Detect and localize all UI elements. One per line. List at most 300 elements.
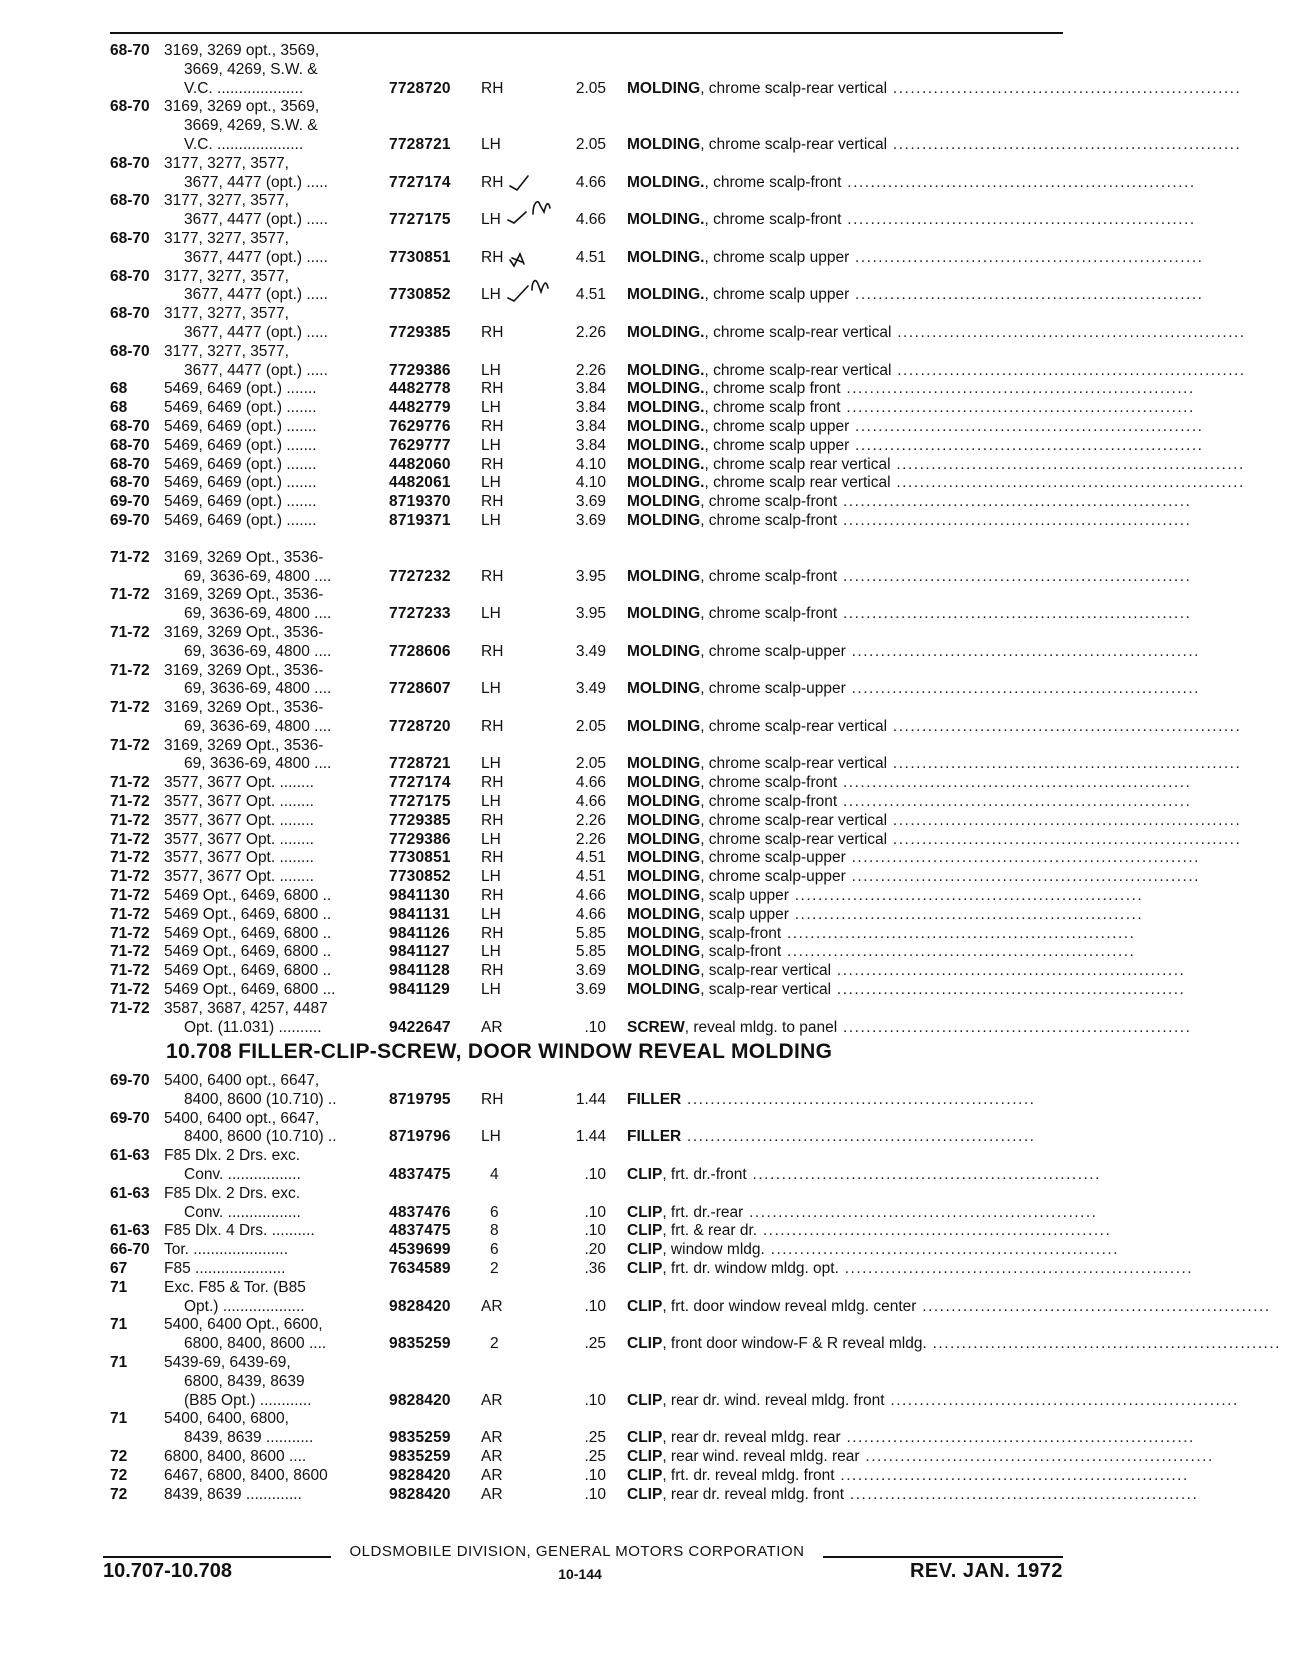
footer-section-range: 10.707-10.708 bbox=[103, 1560, 233, 1582]
part-detail: , frt. door window reveal mldg. center bbox=[662, 1297, 917, 1315]
model-numbers: 5469 Opt., 6469, 6800 .. bbox=[164, 905, 332, 923]
dot-leader: ............................................................ bbox=[840, 399, 1195, 417]
table-row bbox=[0, 1128, 1291, 1147]
table-row bbox=[0, 324, 1291, 343]
model-years: 66-70 bbox=[110, 1241, 150, 1259]
part-detail: , chrome scalp-upper bbox=[700, 680, 846, 698]
table-row bbox=[0, 211, 1291, 230]
dot-leader: ............................................................ bbox=[788, 905, 1144, 923]
quantity: 8 bbox=[490, 1222, 499, 1240]
model-numbers: 5469 Opt., 6469, 6800 .. bbox=[164, 962, 332, 980]
table-row bbox=[0, 1279, 1291, 1298]
quantity: LH bbox=[481, 1128, 501, 1146]
part-number: 8719371 bbox=[389, 511, 451, 529]
price: .25 bbox=[584, 1335, 606, 1353]
price: .36 bbox=[584, 1259, 606, 1277]
part-description bbox=[627, 962, 1186, 981]
dot-leader: ............................................................ bbox=[788, 887, 1144, 905]
footer-page-number: 10-144 bbox=[558, 1566, 602, 1582]
quantity: LH bbox=[481, 286, 501, 304]
table-row bbox=[0, 868, 1291, 887]
model-numbers: 3577, 3677 Opt. ........ bbox=[164, 811, 314, 829]
dot-leader: ............................................................ bbox=[845, 642, 1200, 660]
part-name: MOLDING bbox=[627, 774, 701, 792]
price: 2.26 bbox=[575, 361, 606, 379]
table-row bbox=[0, 174, 1291, 193]
part-description bbox=[627, 755, 1242, 774]
table-row bbox=[0, 1166, 1291, 1185]
part-number: 9828420 bbox=[389, 1297, 451, 1315]
part-description bbox=[627, 1241, 1120, 1260]
dot-leader: ............................................................ bbox=[845, 868, 1200, 886]
part-description bbox=[627, 286, 1204, 305]
model-years: 68-70 bbox=[110, 417, 150, 435]
part-description bbox=[627, 248, 1204, 268]
part-detail: , chrome scalp-front bbox=[700, 567, 838, 585]
dot-leader: ............................................................ bbox=[838, 1259, 1194, 1277]
table-row bbox=[0, 512, 1291, 531]
table-row bbox=[0, 136, 1291, 155]
part-number: 7727174 bbox=[389, 173, 451, 191]
part-description bbox=[627, 887, 1144, 906]
part-detail: , chrome scalp rear vertical bbox=[704, 474, 891, 492]
quantity: LH bbox=[481, 680, 501, 698]
part-number: 9422647 bbox=[389, 1018, 451, 1036]
price: 2.05 bbox=[575, 755, 606, 773]
part-detail: , chrome scalp-rear vertical bbox=[700, 830, 888, 848]
part-name: MOLDING bbox=[627, 642, 701, 660]
model-years: 61-63 bbox=[110, 1147, 150, 1165]
dot-leader: ............................................................ bbox=[890, 474, 1245, 492]
dot-leader: ............................................................ bbox=[926, 1335, 1281, 1353]
model-numbers: 6800, 8400, 8600 .... bbox=[164, 1447, 307, 1465]
dot-leader: ............................................................ bbox=[834, 1466, 1189, 1484]
model-years: 72 bbox=[110, 1485, 128, 1503]
quantity: RH bbox=[481, 924, 504, 942]
dot-leader: ............................................................ bbox=[681, 1090, 1036, 1108]
footer-revision: REV. JAN. 1972 bbox=[909, 1560, 1063, 1582]
table-row bbox=[0, 456, 1291, 475]
part-name: MOLDING bbox=[627, 755, 701, 773]
quantity: LH bbox=[481, 474, 501, 492]
table-row bbox=[0, 624, 1291, 643]
dot-leader: ............................................................ bbox=[890, 455, 1245, 473]
part-description bbox=[627, 849, 1200, 868]
model-years: 71-72 bbox=[110, 981, 150, 999]
part-description bbox=[627, 399, 1195, 418]
part-description bbox=[627, 173, 1196, 193]
table-row bbox=[0, 586, 1291, 605]
part-name: MOLDING. bbox=[627, 286, 705, 304]
part-detail: , chrome scalp-rear vertical bbox=[704, 323, 892, 341]
model-years: 71-72 bbox=[110, 811, 150, 829]
model-numbers: 69, 3636-69, 4800 .... bbox=[184, 717, 332, 735]
price: 5.85 bbox=[575, 943, 606, 961]
model-years: 68-70 bbox=[110, 98, 150, 116]
table-row bbox=[0, 1185, 1291, 1204]
table-row bbox=[0, 1091, 1291, 1110]
part-name: MOLDING bbox=[627, 511, 701, 529]
table-row bbox=[0, 1392, 1291, 1411]
quantity: AR bbox=[481, 1466, 503, 1484]
quantity: RH bbox=[481, 849, 504, 867]
table-row bbox=[0, 474, 1291, 493]
dot-leader: ............................................................ bbox=[837, 511, 1192, 529]
dot-leader: ............................................................ bbox=[841, 211, 1196, 229]
dot-leader: ............................................................ bbox=[840, 1429, 1195, 1447]
part-name: CLIP bbox=[627, 1429, 663, 1447]
part-name: MOLDING bbox=[627, 830, 701, 848]
price: 4.51 bbox=[575, 248, 606, 266]
model-years: 71 bbox=[110, 1410, 128, 1428]
model-years: 71 bbox=[110, 1316, 128, 1334]
part-description bbox=[627, 905, 1144, 925]
part-name: MOLDING. bbox=[627, 380, 705, 398]
table-row bbox=[0, 80, 1291, 99]
part-description bbox=[627, 1429, 1195, 1448]
dot-leader: ............................................................ bbox=[887, 135, 1242, 153]
quantity: LH bbox=[481, 868, 501, 886]
table-row bbox=[0, 286, 1291, 305]
price: 3.69 bbox=[575, 962, 606, 980]
model-years: 71-72 bbox=[110, 548, 150, 566]
dot-leader: ............................................................ bbox=[916, 1297, 1271, 1315]
part-name: MOLDING bbox=[627, 924, 701, 942]
price: 4.10 bbox=[575, 455, 606, 473]
part-description bbox=[627, 511, 1192, 531]
part-description bbox=[627, 1128, 1064, 1147]
dot-leader: ............................................................ bbox=[849, 417, 1204, 435]
part-detail: , chrome scalp-rear vertical bbox=[700, 135, 888, 153]
part-number: 4482779 bbox=[389, 399, 451, 417]
quantity: LH bbox=[481, 981, 501, 999]
quantity: RH bbox=[481, 380, 504, 398]
part-name: CLIP bbox=[627, 1259, 663, 1277]
part-name: MOLDING. bbox=[627, 455, 705, 473]
table-row bbox=[0, 737, 1291, 756]
table-row bbox=[0, 906, 1291, 925]
table-row bbox=[0, 699, 1291, 718]
table-row bbox=[0, 1072, 1291, 1091]
part-number: 9835259 bbox=[389, 1447, 451, 1465]
model-years: 68-70 bbox=[110, 455, 150, 473]
quantity: LH bbox=[481, 399, 501, 417]
dot-leader: ............................................................ bbox=[743, 1203, 1098, 1221]
part-detail: , chrome scalp upper bbox=[704, 286, 850, 304]
quantity: LH bbox=[481, 830, 501, 848]
table-row bbox=[0, 1298, 1291, 1317]
quantity: AR bbox=[481, 1391, 503, 1409]
quantity: LH bbox=[481, 135, 501, 153]
part-name: MOLDING bbox=[627, 680, 701, 698]
model-numbers: 5469 Opt., 6469, 6800 .. bbox=[164, 887, 332, 905]
quantity: AR bbox=[481, 1485, 503, 1503]
part-number: 7727174 bbox=[389, 774, 451, 792]
part-number: 4482060 bbox=[389, 455, 451, 473]
part-number: 7728720 bbox=[389, 717, 451, 735]
part-description bbox=[627, 1391, 1239, 1411]
table-row bbox=[0, 1260, 1291, 1279]
part-description bbox=[627, 567, 1192, 587]
quantity: RH bbox=[481, 717, 504, 735]
price: .10 bbox=[584, 1165, 606, 1183]
model-numbers: 3177, 3277, 3577, bbox=[164, 192, 289, 210]
model-numbers: 5469, 6469 (opt.) ....... bbox=[164, 493, 317, 511]
model-years: 68-70 bbox=[110, 436, 150, 454]
part-name: MOLDING bbox=[627, 717, 701, 735]
part-number: 7629776 bbox=[389, 417, 451, 435]
part-name: MOLDING bbox=[627, 981, 701, 999]
part-description bbox=[627, 493, 1192, 512]
dot-leader: ............................................................ bbox=[746, 1165, 1101, 1183]
part-detail: , chrome scalp front bbox=[704, 380, 841, 398]
part-number: 7728606 bbox=[389, 642, 451, 660]
listing-gap bbox=[0, 531, 1291, 549]
model-numbers: 3577, 3677 Opt. ........ bbox=[164, 774, 314, 792]
part-description bbox=[627, 211, 1196, 230]
part-detail: , chrome scalp-rear vertical bbox=[700, 755, 888, 773]
part-description bbox=[627, 1335, 1281, 1354]
part-number: 7730852 bbox=[389, 286, 451, 304]
part-detail: , rear dr. reveal mldg. front bbox=[662, 1485, 845, 1503]
part-number: 9835259 bbox=[389, 1335, 451, 1353]
model-numbers: 69, 3636-69, 4800 .... bbox=[184, 605, 332, 623]
model-years: 68-70 bbox=[110, 305, 150, 323]
model-numbers: 3577, 3677 Opt. ........ bbox=[164, 849, 314, 867]
model-numbers: 3169, 3269 Opt., 3536- bbox=[164, 548, 324, 566]
dot-leader: ............................................................ bbox=[845, 680, 1200, 698]
dot-leader: ............................................................ bbox=[764, 1241, 1120, 1259]
model-numbers: 3169, 3269 opt., 3569, bbox=[164, 42, 320, 59]
model-years: 71-72 bbox=[110, 699, 150, 717]
quantity: RH bbox=[481, 811, 504, 829]
part-number: 7728607 bbox=[389, 680, 451, 698]
table-row bbox=[0, 718, 1291, 737]
part-name: SCREW bbox=[627, 1018, 685, 1036]
price: 4.66 bbox=[575, 211, 606, 229]
part-description bbox=[627, 1091, 1064, 1110]
dot-leader: ............................................................ bbox=[845, 849, 1200, 867]
quantity: AR bbox=[481, 1297, 503, 1315]
part-name: MOLDING. bbox=[627, 173, 705, 191]
dot-leader: ............................................................ bbox=[887, 717, 1242, 735]
model-numbers: 8400, 8600 (10.710) .. bbox=[184, 1090, 337, 1108]
model-numbers: 5400, 6400 opt., 6647, bbox=[164, 1072, 320, 1089]
quantity: AR bbox=[481, 1447, 503, 1465]
dot-leader: ............................................................ bbox=[887, 79, 1242, 97]
price: 4.66 bbox=[575, 173, 606, 191]
model-years: 71-72 bbox=[110, 905, 150, 923]
dot-leader: ............................................................ bbox=[837, 774, 1192, 792]
part-detail: , scalp-front bbox=[700, 924, 782, 942]
part-description bbox=[627, 811, 1242, 831]
dot-leader: ............................................................ bbox=[887, 830, 1242, 848]
model-years: 68-70 bbox=[110, 154, 150, 172]
part-description bbox=[627, 774, 1192, 793]
model-numbers: 5400, 6400 opt., 6647, bbox=[164, 1109, 320, 1127]
quantity: 2 bbox=[490, 1259, 499, 1277]
part-number: 8719796 bbox=[389, 1128, 451, 1146]
part-name: CLIP bbox=[627, 1165, 663, 1183]
part-description bbox=[627, 1259, 1194, 1279]
part-number: 7728721 bbox=[389, 755, 451, 773]
model-numbers: 5469 Opt., 6469, 6800 ... bbox=[164, 981, 336, 999]
dot-leader: ............................................................ bbox=[681, 1128, 1036, 1146]
model-numbers: 3677, 4477 (opt.) ..... bbox=[184, 361, 328, 379]
model-years: 67 bbox=[110, 1259, 128, 1277]
quantity: 2 bbox=[490, 1335, 499, 1353]
table-row bbox=[0, 981, 1291, 1000]
model-years: 71 bbox=[110, 1353, 128, 1371]
price: 4.51 bbox=[575, 286, 606, 304]
part-name: CLIP bbox=[627, 1466, 663, 1484]
part-detail: , chrome scalp-front bbox=[700, 511, 838, 529]
part-detail: , chrome scalp-front bbox=[704, 211, 842, 229]
price: 3.84 bbox=[575, 380, 606, 398]
model-numbers: 5469, 6469 (opt.) ....... bbox=[164, 511, 317, 529]
model-numbers: 5469 Opt., 6469, 6800 .. bbox=[164, 943, 332, 961]
part-name: FILLER bbox=[627, 1090, 682, 1108]
part-number: 7727233 bbox=[389, 605, 451, 623]
quantity: 4 bbox=[490, 1165, 499, 1183]
part-detail: , reveal mldg. to panel bbox=[684, 1018, 838, 1036]
part-name: MOLDING bbox=[627, 943, 701, 961]
model-years: 71 bbox=[110, 1278, 128, 1296]
part-number: 4539699 bbox=[389, 1241, 451, 1259]
part-name: MOLDING. bbox=[627, 248, 705, 266]
table-row bbox=[0, 887, 1291, 906]
part-name: CLIP bbox=[627, 1222, 663, 1240]
table-row bbox=[0, 1000, 1291, 1019]
part-name: MOLDING. bbox=[627, 417, 705, 435]
model-numbers: 3177, 3277, 3577, bbox=[164, 342, 289, 360]
model-numbers: 5469, 6469 (opt.) ....... bbox=[164, 474, 317, 492]
part-description bbox=[627, 924, 1136, 944]
model-numbers: 69, 3636-69, 4800 .... bbox=[184, 755, 332, 773]
quantity: LH bbox=[481, 361, 501, 379]
part-name: MOLDING bbox=[627, 135, 701, 153]
model-years: 71-72 bbox=[110, 661, 150, 679]
model-years: 71-72 bbox=[110, 793, 150, 811]
model-numbers: 3669, 4269, S.W. & bbox=[184, 117, 318, 135]
price: .25 bbox=[584, 1429, 606, 1447]
model-years: 71-72 bbox=[110, 736, 150, 754]
table-row bbox=[0, 925, 1291, 944]
part-number: 7728721 bbox=[389, 135, 451, 153]
part-number: 8719370 bbox=[389, 493, 451, 511]
model-years: 69-70 bbox=[110, 1109, 150, 1127]
part-number: 9835259 bbox=[389, 1429, 451, 1447]
part-description bbox=[627, 1018, 1192, 1038]
model-numbers: 5469, 6469 (opt.) ....... bbox=[164, 399, 317, 417]
price: .10 bbox=[584, 1466, 606, 1484]
price: 2.05 bbox=[575, 79, 606, 97]
table-row bbox=[0, 42, 1291, 61]
quantity: LH bbox=[481, 436, 501, 454]
part-number: 7629777 bbox=[389, 436, 451, 454]
part-description bbox=[627, 981, 1186, 1000]
model-years: 61-63 bbox=[110, 1222, 150, 1240]
part-name: FILLER bbox=[627, 1128, 682, 1146]
model-years: 68-70 bbox=[110, 42, 150, 59]
part-detail: , frt. & rear dr. bbox=[662, 1222, 758, 1240]
model-years: 71-72 bbox=[110, 623, 150, 641]
table-row bbox=[0, 343, 1291, 362]
model-numbers: Exc. F85 & Tor. (B85 bbox=[164, 1278, 306, 1296]
table-row bbox=[0, 1241, 1291, 1260]
part-number: 7730851 bbox=[389, 849, 451, 867]
model-numbers: 3169, 3269 Opt., 3536- bbox=[164, 661, 324, 679]
price: .20 bbox=[584, 1241, 606, 1259]
part-detail: , chrome scalp-front bbox=[700, 605, 838, 623]
part-description bbox=[627, 361, 1246, 381]
dot-leader: ............................................................ bbox=[849, 248, 1204, 266]
part-detail: , chrome scalp-rear vertical bbox=[700, 717, 888, 735]
part-number: 7729386 bbox=[389, 830, 451, 848]
table-row bbox=[0, 493, 1291, 512]
model-years: 69-70 bbox=[110, 493, 150, 511]
part-number: 7727232 bbox=[389, 567, 451, 585]
part-detail: , scalp upper bbox=[700, 887, 789, 905]
model-years: 71-72 bbox=[110, 849, 150, 867]
part-number: 7729386 bbox=[389, 361, 451, 379]
part-detail: , scalp upper bbox=[700, 905, 789, 923]
model-numbers: F85 Dlx. 2 Drs. exc. bbox=[164, 1184, 301, 1202]
dot-leader: ............................................................ bbox=[891, 361, 1246, 379]
model-numbers: 6800, 8400, 8600 .... bbox=[184, 1335, 327, 1353]
dot-leader: ............................................................ bbox=[849, 436, 1204, 454]
table-row bbox=[0, 1019, 1291, 1038]
quantity: RH bbox=[481, 887, 504, 905]
part-name: MOLDING. bbox=[627, 211, 705, 229]
part-detail: , chrome scalp-rear vertical bbox=[700, 79, 888, 97]
dot-leader: ............................................................ bbox=[887, 811, 1242, 829]
part-name: MOLDING. bbox=[627, 399, 705, 417]
parts-listing-10-707 bbox=[0, 42, 1291, 1037]
part-detail: , chrome scalp rear vertical bbox=[704, 455, 891, 473]
price: 4.66 bbox=[575, 905, 606, 923]
part-description bbox=[627, 380, 1195, 399]
dot-leader: ............................................................ bbox=[831, 981, 1186, 999]
model-numbers: 3169, 3269 Opt., 3536- bbox=[164, 736, 324, 754]
table-row bbox=[0, 380, 1291, 399]
dot-leader: ............................................................ bbox=[837, 793, 1192, 811]
part-detail: , scalp-front bbox=[700, 943, 782, 961]
model-years: 72 bbox=[110, 1466, 128, 1484]
part-number: 9841127 bbox=[389, 943, 450, 961]
price: 3.49 bbox=[575, 642, 606, 660]
model-years: 71-72 bbox=[110, 962, 150, 980]
model-years: 71-72 bbox=[110, 868, 150, 886]
part-number: 9841128 bbox=[389, 962, 450, 980]
model-years: 71-72 bbox=[110, 774, 150, 792]
model-numbers: 3177, 3277, 3577, bbox=[164, 229, 289, 247]
part-number: 7729385 bbox=[389, 323, 451, 341]
part-name: CLIP bbox=[627, 1241, 663, 1259]
model-numbers: Opt.) ................... bbox=[184, 1297, 305, 1315]
price: .10 bbox=[584, 1222, 606, 1240]
part-name: CLIP bbox=[627, 1335, 663, 1353]
price: .10 bbox=[584, 1297, 606, 1315]
part-detail: , rear dr. wind. reveal mldg. front bbox=[662, 1391, 885, 1409]
part-detail: , chrome scalp upper bbox=[704, 248, 850, 266]
table-row bbox=[0, 943, 1291, 962]
dot-leader: ............................................................ bbox=[840, 380, 1195, 398]
price: 3.95 bbox=[575, 605, 606, 623]
model-numbers: F85 Dlx. 4 Drs. .......... bbox=[164, 1222, 315, 1240]
model-numbers: 3677, 4477 (opt.) ..... bbox=[184, 248, 328, 266]
dot-leader: ............................................................ bbox=[891, 323, 1246, 341]
